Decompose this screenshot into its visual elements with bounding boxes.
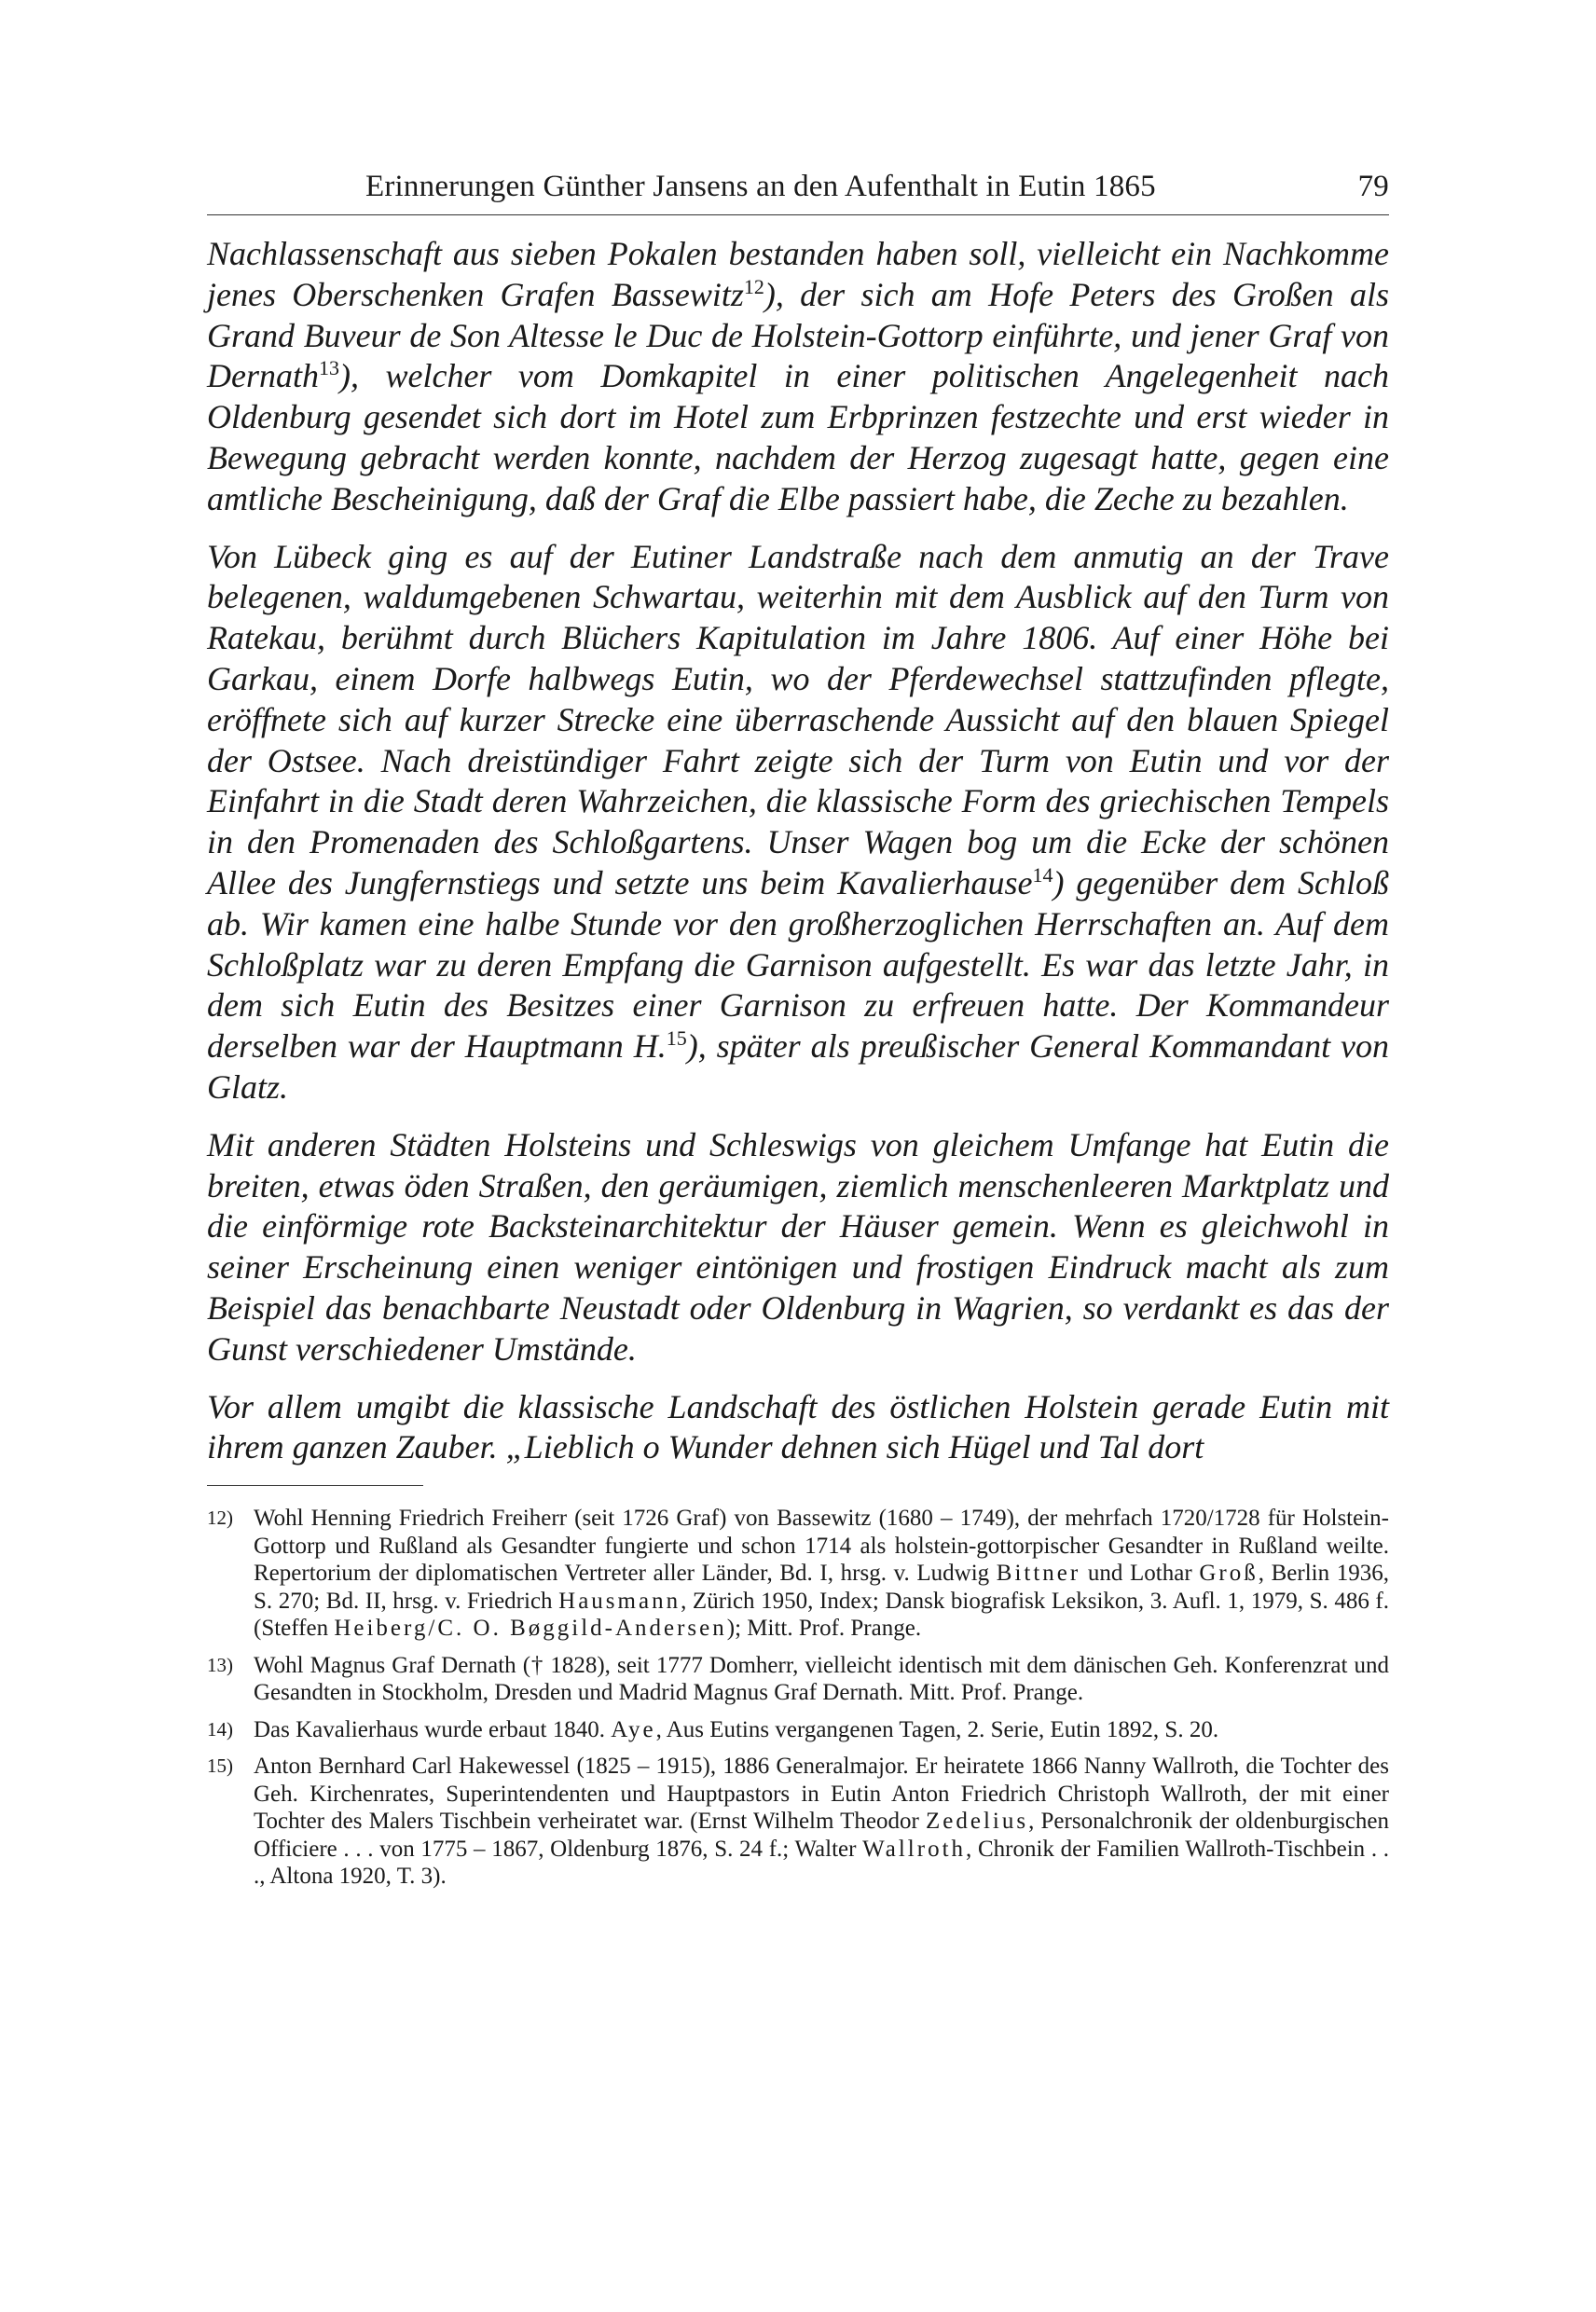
footnote-label: 15) — [207, 1755, 233, 1778]
footnote-text: ); Mitt. Prof. Prange. — [726, 1616, 922, 1642]
footnote-ref-14[interactable]: 14 — [1032, 862, 1053, 887]
paragraph-1-text-a: Nachlassenschaft aus sieben Pokalen bestanden haben soll, vielleicht ein Nachkomme jenes Oberschenken Grafen Bassewitz — [207, 235, 1389, 313]
paragraph-1-text-c: ), welcher vom Domkapitel in einer politischen Angelegenheit nach Oldenburg gesendet sich dort im Hotel zum Erbprinzen festzechte und erst wieder in Bewegung gebracht werden konnte, nachdem der Herzog zugesagt hatte, gegen eine amtliche Bescheinigung, daß der Graf die Elbe passiert habe, die Zeche zu bezahlen. — [207, 357, 1389, 517]
footnote-text: , Personalchronik der oldenburgischen Officiere . . . von 1775 – 1867, Oldenburg 1876, S. 24 f.; Walter — [254, 1809, 1390, 1862]
footnote-text: und Lothar — [1087, 1561, 1192, 1587]
footnote-text: Das Kavalierhaus wurde erbaut 1840. — [254, 1716, 605, 1742]
footnote-text: Anton Bernhard Carl Hakewessel (1825 – 1915), 1886 Generalmajor. Er heiratete 1866 Nanny Wallroth, die Tochter des Geh. Kirchenrates, Superintendenten und Hauptpastors in Eutin Anton Friedrich Christoph Wallroth, der mit einer Tochter des Malers Tischbein verheiratet war. (Ernst Wilhelm Theodor — [254, 1754, 1389, 1835]
author-name: Zedelius — [926, 1809, 1029, 1835]
author-name: Groß — [1199, 1561, 1259, 1587]
footnote-ref-13[interactable]: 13 — [319, 356, 339, 380]
author-name: Aye — [611, 1716, 656, 1742]
footnote-text: , Chronik der Familien Wallroth-Tischbein . . ., Altona 1920, T. 3). — [254, 1836, 1390, 1890]
page-number: 79 — [1357, 170, 1389, 203]
book-page — [207, 158, 1389, 2275]
paragraph-2-text-a: Von Lübeck ging es auf der Eutiner Landstraße nach dem anmutig an der Trave belegenen, waldumgebenen Schwartau, weiterhin mit dem Ausblick auf den Turm von Ratekau, berühmt durch Blüchers Kapitulation im Jahre 1806. Auf einer Höhe bei Garkau, einem Dorfe halbwegs Eutin, wo der Pferdewechsel stattzufinden pflegte, eröffnete sich auf kurzer Strecke eine überraschende Aussicht auf den blauen Spiegel der Ostsee. Nach dreistündiger Fahrt zeigte sich der Turm von Eutin und vor der Einfahrt in die Stadt deren Wahrzeichen, die klassische Form des griechischen Tempels in den Promenaden des Schloßgartens. Unser Wagen bog um die Ecke der schönen Allee des Jungfernstiegs und setzte uns beim Kavalierhause — [207, 537, 1389, 901]
paragraph-1 — [207, 234, 1389, 520]
footnote-text: Wohl Magnus Graf Dernath († 1828), seit 1777 Domherr, vielleicht identisch mit dem dänischen Geh. Konferenzrat und Gesandten in Stockholm, Dresden und Madrid Magnus Graf Dernath. Mitt. Prof. Prange. — [254, 1652, 1389, 1706]
paragraph-2 — [207, 537, 1389, 1108]
footnote-13 — [207, 1652, 1389, 1707]
footnote-text: , Berlin 1936, S. 270; Bd. II, hrsg. v. Friedrich — [254, 1561, 1390, 1614]
author-name: Bittner — [996, 1561, 1081, 1587]
footnote-label: 12) — [207, 1507, 233, 1530]
paragraph-2-text-b: ) gegenüber dem Schloß ab. Wir kamen eine halbe Stunde vor den großherzoglichen Herrschaften an. Auf dem Schloßplatz war zu deren Empfang die Garnison aufgestellt. Es war das letzte Jahr, in dem sich Eutin des Besitzes einer Garnison zu erfreuen hatte. Der Kommandeur derselben war der Hauptmann H. — [207, 863, 1389, 1066]
paragraph-4: Vor allem umgibt die klassische Landschaft des östlichen Holstein gerade Eutin mit ihrem ganzen Zauber. „Lieblich o Wunder dehnen sich Hügel und Tal dort — [207, 1387, 1389, 1466]
paragraph-1-text-b: ), der sich am Hofe Peters des Großen als Grand Buveur de Son Altesse le Duc de Holstein-Gottorp einführte, und jener Graf von Dernath — [207, 275, 1390, 395]
header-title: Erinnerungen Günther Jansens an den Aufenthalt in Eutin 1865 — [365, 170, 1156, 203]
footnote-divider — [207, 1485, 423, 1486]
footnote-12 — [207, 1505, 1389, 1643]
footnote-label: 13) — [207, 1653, 233, 1676]
footnote-text: , Zürich 1950, Index; Dansk biografisk Leksikon, 3. Aufl. 1, 1979, S. 486 f. (Steffen — [254, 1588, 1390, 1642]
author-name: Heiberg/C. O. Bøggild-Andersen — [334, 1616, 727, 1642]
footnote-text: , Aus Eutins vergangenen Tagen, 2. Serie, Eutin 1892, S. 20. — [655, 1716, 1219, 1742]
footnote-14 — [207, 1716, 1389, 1744]
footnotes — [207, 1505, 1389, 1891]
paragraph-3: Mit anderen Städten Holsteins und Schleswigs von gleichem Umfange hat Eutin die breiten, etwas öden Straßen, den geräumigen, ziemlich menschenleeren Marktplatz und die einförmige rote Backsteinarchitektur der Häuser gemein. Wenn es gleichwohl in seiner Erscheinung einen weniger eintönigen und frostigen Eindruck macht als zum Beispiel das benachbarte Neustadt oder Oldenburg in Wagrien, so verdankt es das der Gunst verschiedener Umstände. — [207, 1125, 1389, 1368]
footnote-ref-12[interactable]: 12 — [743, 274, 764, 298]
running-header — [207, 158, 1389, 215]
author-name: Wallroth — [862, 1836, 967, 1862]
author-name: Hausmann — [558, 1588, 681, 1614]
footnote-text: Wohl Henning Friedrich Freiherr (seit 1726 Graf) von Bassewitz (1680 – 1749), der mehrfach 1720/1728 für Holstein-Gottorp und Rußland als Gesandter fungierte und schon 1714 als holstein-gottorpischer Gesandter in Rußland weilte. Repertorium der diplomatischen Vertreter aller Länder, Bd. I, hrsg. v. Ludwig — [254, 1506, 1389, 1587]
paragraph-2-text-c: ), später als preußischer General Kommandant von Glatz. — [207, 1027, 1389, 1106]
footnote-ref-15[interactable]: 15 — [666, 1026, 687, 1051]
main-text — [207, 234, 1389, 1468]
footnote-label: 14) — [207, 1717, 233, 1741]
footnote-15 — [207, 1753, 1389, 1891]
